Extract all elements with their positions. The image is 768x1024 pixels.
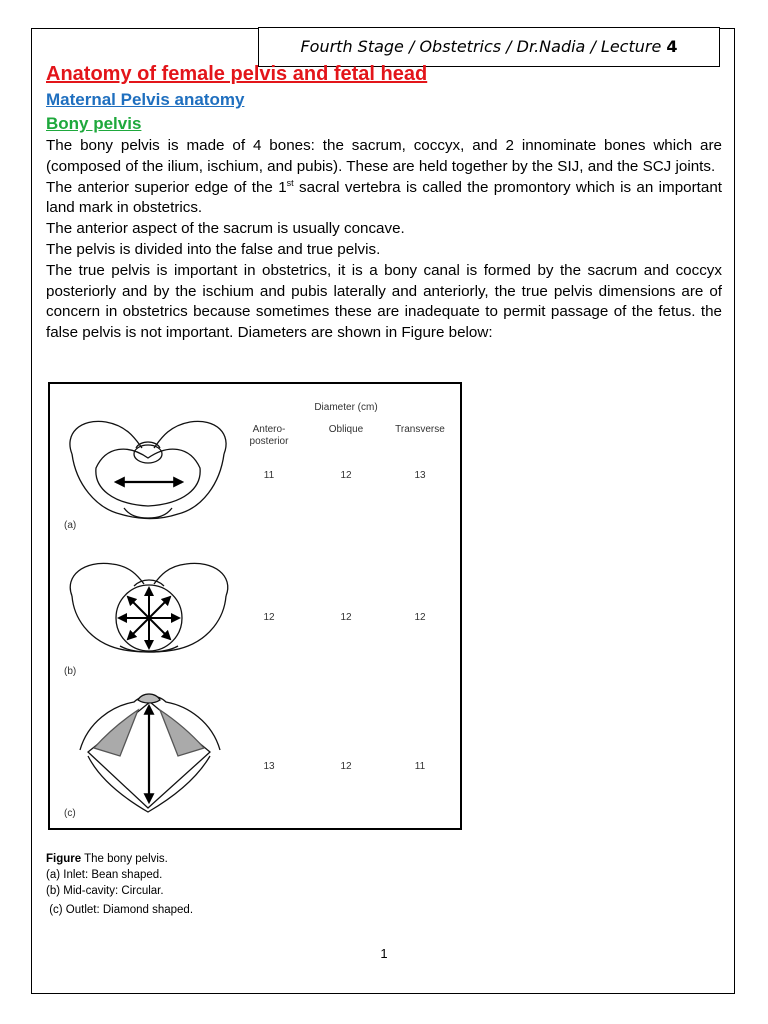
row-a-oblique: 12 <box>340 470 352 481</box>
paragraph-sacrum: The anterior aspect of the sacrum is usually concave. <box>46 220 405 238</box>
row-a-ap: 11 <box>263 470 275 481</box>
pelvis-midcavity-drawing <box>70 563 228 652</box>
page-number: 1 <box>380 946 388 961</box>
caption-title <box>46 851 193 867</box>
header-text: Fourth Stage / Obstetrics / Dr.Nadia / Lecture <box>300 37 667 56</box>
diameter-header: Diameter (cm) <box>314 402 378 413</box>
lecture-number: 4 <box>666 37 678 56</box>
row-a-transverse: 13 <box>414 470 426 481</box>
caption-inlet: (a) Inlet: Bean shaped. <box>46 869 163 881</box>
paragraph-true-pelvis: The true pelvis is important in obstetrics, it is a bony canal is formed by the sacrum and coccyx posteriorly and by the ischium and pubis laterally and anteriorly, the true pelvis dimensions are of concern in obstetrics because sometimes these are inadequate to permit passage of the fetus. the false pelvis is not important. Diameters are shown in Figure below: <box>46 261 722 342</box>
col-transverse: Transverse <box>395 424 445 435</box>
row-c-ap: 13 <box>263 761 275 772</box>
subtitle-maternal-pelvis: Maternal Pelvis anatomy <box>46 90 245 109</box>
row-b-ap: 12 <box>263 612 275 623</box>
pelvis-figure <box>48 382 462 830</box>
row-a-label: (a) <box>64 520 77 531</box>
caption-figure-rest: The bony pelvis. <box>81 853 168 865</box>
lecture-header <box>258 27 720 67</box>
caption-figure-word: Figure <box>46 853 82 865</box>
row-b-label: (b) <box>64 666 77 677</box>
col-anteroposterior-line2: posterior <box>249 436 289 447</box>
row-b-oblique: 12 <box>340 612 352 623</box>
row-c-label: (c) <box>64 808 76 819</box>
pelvis-outlet-drawing <box>80 694 220 812</box>
pelvis-inlet-drawing <box>70 421 226 518</box>
row-b-transverse: 12 <box>414 612 426 623</box>
caption-midcavity: (b) Mid-cavity: Circular. <box>46 885 164 897</box>
caption-outlet: (c) Outlet: Diamond shaped. <box>46 904 194 916</box>
paragraph-promontory: The anterior superior edge of the 1st sacral vertebra is called the promontory which is an important land mark in obstetrics. <box>46 177 722 217</box>
page-title: Anatomy of female pelvis and fetal head <box>46 63 428 85</box>
paragraph-false-true: The pelvis is divided into the false and true pelvis. <box>46 240 381 258</box>
row-c-transverse: 11 <box>414 761 426 772</box>
col-anteroposterior-line1: Antero- <box>252 424 286 435</box>
superscript-st: st <box>286 177 294 188</box>
section-bony-pelvis: Bony pelvis <box>46 114 142 133</box>
pelvis-diagram <box>50 384 460 828</box>
paragraph-bones: The bony pelvis is made of 4 bones: the sacrum, coccyx, and 2 innominate bones which are (composed of the ilium, ischium, and pubis). These are held together by the SIJ, and the SCJ joints. <box>46 137 722 175</box>
body-text <box>46 136 722 344</box>
col-oblique: Oblique <box>328 424 364 435</box>
figure-caption <box>46 851 193 918</box>
row-c-oblique: 12 <box>340 761 352 772</box>
